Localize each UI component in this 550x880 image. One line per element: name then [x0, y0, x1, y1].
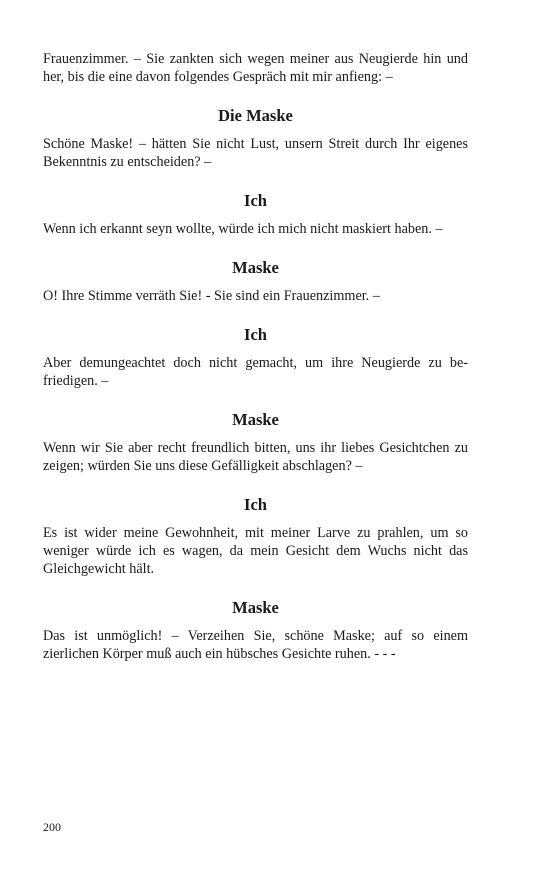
speaker-heading: Maske [232, 258, 279, 277]
speaker-heading: Maske [232, 598, 279, 617]
paragraph: Aber demungeachtet doch nicht gemacht, um ihre Neugierde zu befriedigen. – [43, 355, 468, 389]
paragraph: Wenn wir Sie aber recht freundlich bitten, uns ihr liebes Gesichtchen zu zeigen; würden Sie uns diese Gefälligkeit abschlagen? – [43, 440, 468, 474]
speaker-heading: Ich [244, 325, 267, 344]
speaker-heading: Ich [244, 191, 267, 210]
paragraph: Es ist wider meine Gewohnheit, mit meiner Larve zu prahlen, um so weniger würde ich es wagen, da mein Gesicht dem Wuchs nicht das Gleichgewicht hält. [43, 525, 468, 577]
paragraph: O! Ihre Stimme verräth Sie! - Sie sind ein Frauenzimmer. – [43, 288, 380, 304]
page-body [43, 50, 468, 663]
paragraph: Das ist unmöglich! – Verzeihen Sie, schöne Maske; auf so einem zierlichen Körper muß auch ein hübsches Gesichte ruhen. - - - [43, 628, 468, 662]
paragraph: Frauenzimmer. – Sie zankten sich wegen meiner aus Neugierde hin und her, bis die eine davon folgendes Gespräch mit mir anfieng: – [43, 51, 468, 85]
page-number: 200 [43, 820, 61, 834]
speaker-heading: Die Maske [218, 106, 293, 125]
paragraph: Wenn ich erkannt seyn wollte, würde ich mich nicht maskiert haben. – [43, 221, 443, 237]
speaker-heading: Ich [244, 495, 267, 514]
paragraph: Schöne Maske! – hätten Sie nicht Lust, unsern Streit durch Ihr eigenes Bekenntnis zu entscheiden? – [43, 136, 468, 170]
speaker-heading: Maske [232, 410, 279, 429]
